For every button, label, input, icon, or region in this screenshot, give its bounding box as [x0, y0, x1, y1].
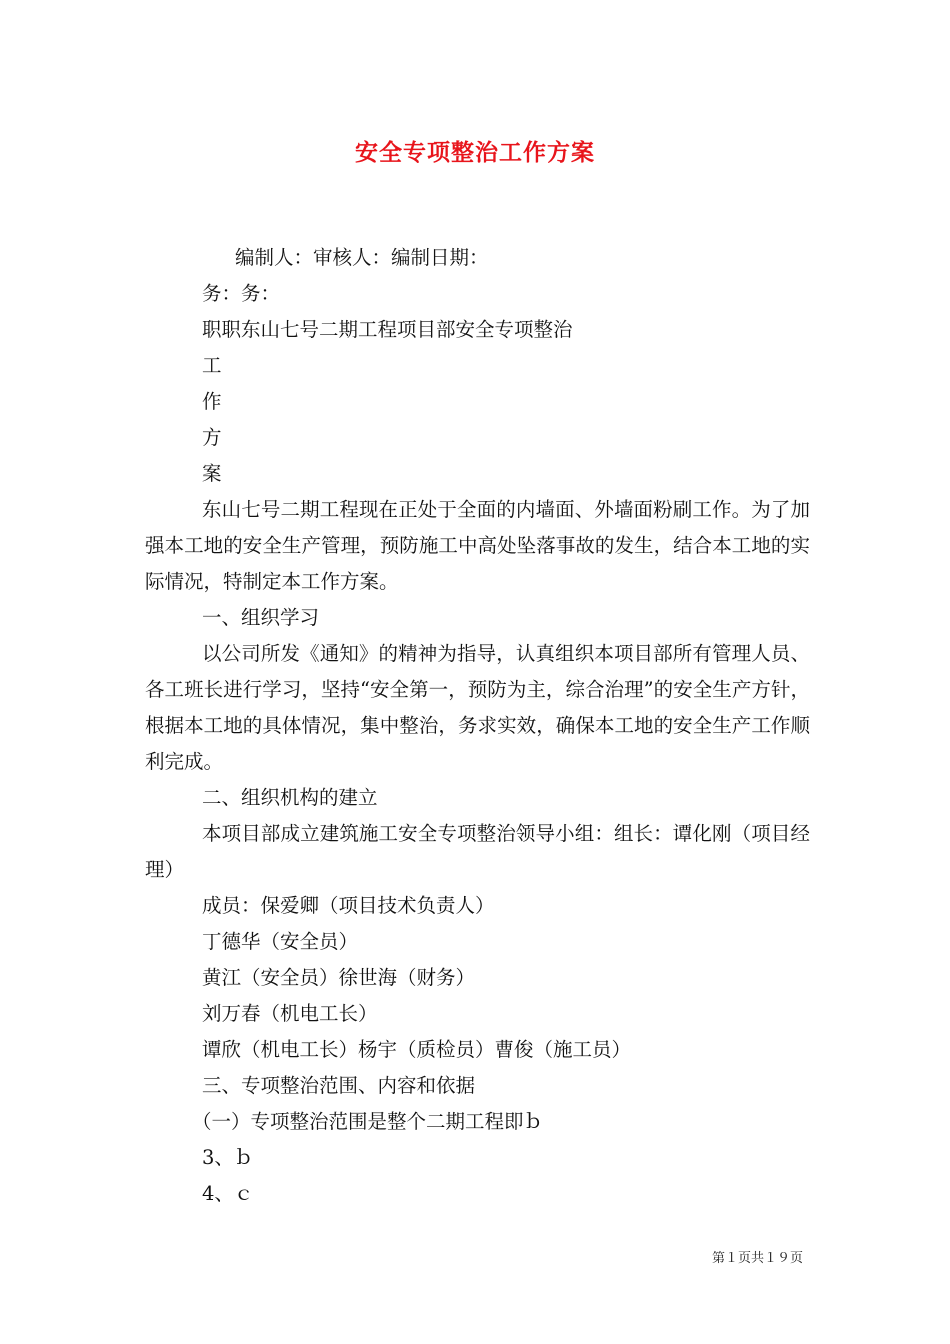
- member-line: 谭欣（机电工长）杨宇（质检员）曹俊（施工员）: [202, 1038, 632, 1061]
- page-title: 安全专项整治工作方案: [355, 139, 595, 166]
- list-item: 3、ｂ: [202, 1146, 254, 1169]
- member-line: 成员：保爱卿（项目技术负责人）: [202, 894, 495, 917]
- member-line: 丁德华（安全员）: [202, 930, 359, 953]
- heading-char: 方: [202, 426, 222, 449]
- duty-line: 务：务：: [202, 282, 281, 305]
- meta-line: 编制人：审核人：编制日期：: [235, 246, 489, 269]
- member-line: 刘万春（机电工长）: [202, 1002, 378, 1025]
- heading-char: 作: [202, 390, 222, 413]
- section-heading: 三、专项整治范围、内容和依据: [202, 1074, 476, 1097]
- list-item: （一）专项整治范围是整个二期工程即ｂ: [192, 1110, 544, 1133]
- section-heading: 一、组织学习: [202, 606, 320, 629]
- list-item: 4、ｃ: [202, 1182, 254, 1205]
- document-body: [145, 240, 810, 1212]
- doc-heading: 职职东山七号二期工程项目部安全专项整治: [202, 318, 573, 341]
- heading-char: 案: [202, 462, 222, 485]
- section-paragraph: 本项目部成立建筑施工安全专项整治领导小组：组长：谭化刚（项目经理）: [145, 822, 810, 881]
- page-footer: 第１页共１９页: [712, 1251, 804, 1266]
- section-heading: 二、组织机构的建立: [202, 786, 378, 809]
- heading-char: 工: [202, 354, 222, 377]
- member-line: 黄江（安全员）徐世海（财务）: [202, 966, 476, 989]
- intro-paragraph: 东山七号二期工程现在正处于全面的内墙面、外墙面粉刷工作。为了加强本工地的安全生产管理，预防施工中高处坠落事故的发生，结合本工地的实际情况，特制定本工作方案。: [145, 498, 810, 593]
- section-paragraph: 以公司所发《通知》的精神为指导，认真组织本项目部所有管理人员、各工班长进行学习，坚持“安全第一，预防为主，综合治理”的安全生产方针，根据本工地的具体情况，集中整治，务求实效，确保本工地的安全生产工作顺利完成。: [145, 642, 810, 773]
